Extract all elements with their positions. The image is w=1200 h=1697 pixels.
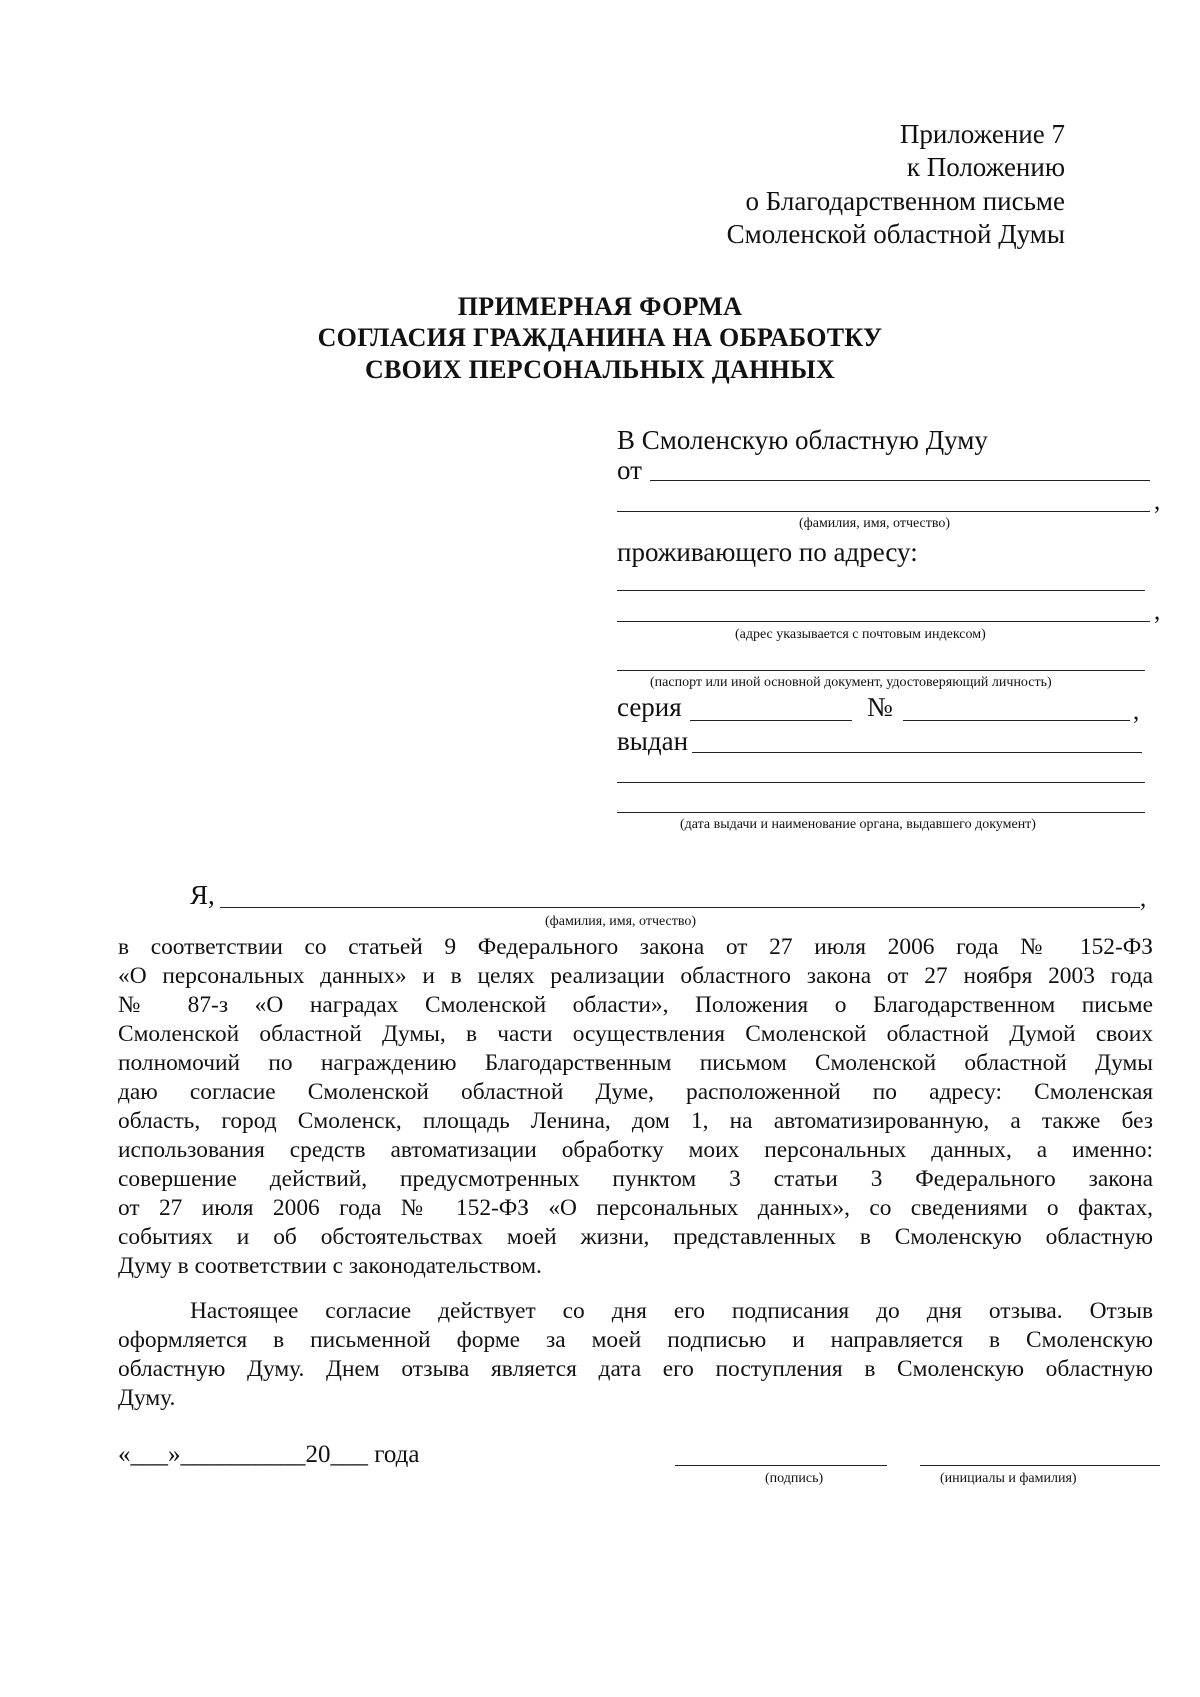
address-field-1[interactable] xyxy=(617,590,1145,591)
paragraph1-line-7: область, город Смоленск, площадь Ленина, дом 1, на автоматизированную, а также без xyxy=(118,1108,1153,1134)
paragraph1-line-2: «О персональных данных» и в целях реализации областного закона от 27 ноября 2003 года xyxy=(118,963,1153,989)
address-caption: (адрес указывается с почтовым индексом) xyxy=(735,627,986,642)
from-name-field-2[interactable] xyxy=(617,511,1150,512)
appendix-line-3: о Благодарственном письме xyxy=(745,186,1065,216)
declarant-caption: (фамилия, имя, отчество) xyxy=(545,914,697,929)
number-field[interactable] xyxy=(903,720,1130,721)
passport-caption: (паспорт или иной основной документ, удостоверяющий личность) xyxy=(650,675,1052,690)
issue-caption: (дата выдачи и наименование органа, выдавшего документ) xyxy=(680,817,1036,832)
number-label: № xyxy=(867,692,893,722)
appendix-line-4: Смоленской областной Думы xyxy=(726,219,1065,249)
series-label: серия xyxy=(617,692,682,722)
declarant-prefix: Я, xyxy=(190,880,215,910)
paragraph2-line-2: оформляется в письменной форме за моей подписью и направляется в Смоленскую xyxy=(118,1327,1153,1353)
title-line-3: СВОИХ ПЕРСОНАЛЬНЫХ ДАННЫХ xyxy=(364,355,836,384)
paragraph1-line-9: совершение действий, предусмотренных пунктом 3 статьи 3 Федерального закона xyxy=(118,1166,1153,1192)
issued-field-1[interactable] xyxy=(692,752,1142,753)
initials-caption: (инициалы и фамилия) xyxy=(940,1471,1077,1486)
title-line-1: ПРИМЕРНАЯ ФОРМА xyxy=(457,292,743,321)
recipient-to: В Смоленскую областную Думу xyxy=(617,425,988,455)
passport-field[interactable] xyxy=(617,670,1145,671)
paragraph1-line-4: Смоленской областной Думы, в части осуществления Смоленской областной Думой своих xyxy=(118,1021,1153,1047)
declarant-comma: , xyxy=(1140,885,1147,912)
address-field-2[interactable] xyxy=(617,621,1150,622)
paragraph1-line-5: полномочий по награждению Благодарственным письмом Смоленской областной Думы xyxy=(118,1050,1153,1076)
paragraph1-line-10: от 27 июля 2006 года № 152-ФЗ «О персональных данных», со сведениями о фактах, xyxy=(118,1195,1153,1221)
issued-field-2[interactable] xyxy=(617,782,1145,783)
paragraph1-line-8: использования средств автоматизации обработку моих персональных данных, а именно: xyxy=(118,1137,1153,1163)
series-field[interactable] xyxy=(690,720,852,721)
date-field[interactable]: «___»__________20___ года xyxy=(118,1441,420,1468)
declarant-name-field[interactable] xyxy=(220,907,1140,908)
name-comma: , xyxy=(1154,488,1161,515)
paragraph1-line-1: в соответствии со статьей 9 Федерального закона от 27 июля 2006 года № 152-ФЗ xyxy=(118,934,1153,960)
paragraph2-line-4: Думу. xyxy=(118,1385,176,1411)
appendix-line-1: Приложение 7 xyxy=(899,119,1065,149)
from-label: от xyxy=(617,455,642,485)
name-caption: (фамилия, имя, отчество) xyxy=(799,516,951,531)
title-line-2: СОГЛАСИЯ ГРАЖДАНИНА НА ОБРАБОТКУ xyxy=(317,323,883,352)
signature-caption: (подпись) xyxy=(765,1471,824,1486)
appendix-line-2: к Положению xyxy=(906,152,1065,182)
paragraph1-line-6: даю согласие Смоленской областной Думе, расположенной по адресу: Смоленская xyxy=(118,1079,1153,1105)
paragraph2-line-3: областную Думу. Днем отзыва является дата его поступления в Смоленскую областную xyxy=(118,1356,1153,1382)
signature-field[interactable] xyxy=(675,1465,887,1466)
initials-field[interactable] xyxy=(920,1465,1160,1466)
address-comma: , xyxy=(1154,598,1161,625)
paragraph1-line-3: № 87-з «О наградах Смоленской области», Положения о Благодарственном письме xyxy=(118,992,1153,1018)
issued-field-3[interactable] xyxy=(617,812,1145,813)
paragraph1-line-11: событиях и об обстоятельствах моей жизни, представленных в Смоленскую областную xyxy=(118,1224,1153,1250)
paragraph2-line-1: Настоящее согласие действует со дня его подписания до дня отзыва. Отзыв xyxy=(190,1298,1153,1324)
address-label: проживающего по адресу: xyxy=(617,537,918,567)
number-comma: , xyxy=(1133,698,1140,725)
paragraph1-line-12: Думу в соответствии с законодательством. xyxy=(118,1253,542,1279)
issued-label: выдан xyxy=(617,726,689,756)
from-name-field-1[interactable] xyxy=(650,480,1150,481)
